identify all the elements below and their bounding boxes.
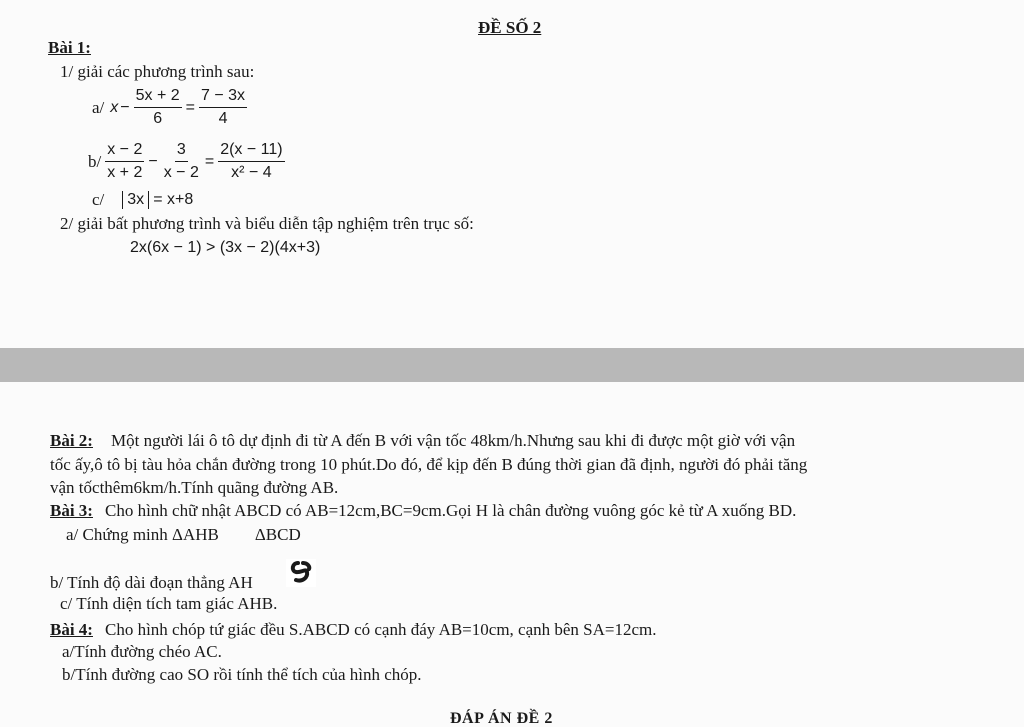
bai1-q2-intro: 2/ giải bất phương trình và biểu diễn tập nghiệm trên trục số: bbox=[60, 214, 474, 233]
fraction-denominator: 4 bbox=[218, 110, 228, 127]
bai3-a-text: a/ Chứng minh ΔAHB bbox=[66, 525, 219, 544]
fraction-numerator: x − 2 bbox=[105, 140, 144, 162]
answer-title: ĐÁP ÁN ĐỀ 2 bbox=[450, 710, 553, 727]
bai3-b: b/ Tính độ dài đoạn thẳng AH bbox=[50, 573, 253, 592]
equation-c bbox=[92, 190, 193, 210]
equation-a-label: a/ bbox=[92, 97, 105, 117]
bai3-line-1 bbox=[50, 501, 796, 521]
bai4-line-1 bbox=[50, 620, 657, 640]
bai1-q2-inequality: 2x(6x − 1) > (3x − 2)(4x+3) bbox=[130, 239, 321, 256]
bai1-q1-intro: 1/ giải các phương trình sau: bbox=[60, 62, 255, 81]
equation-b-fraction-2 bbox=[162, 140, 201, 183]
bai3-a bbox=[66, 525, 301, 545]
equation-b-minus: − bbox=[148, 152, 158, 170]
bai4-b: b/Tính đường cao SO rồi tính thể tích của hình chóp. bbox=[62, 665, 422, 684]
bai3-c: c/ Tính diện tích tam giác AHB. bbox=[60, 594, 278, 613]
equation-b bbox=[88, 140, 287, 183]
bai4-text-1: Cho hình chóp tứ giác đều S.ABCD có cạnh đáy AB=10cm, cạnh bên SA=12cm. bbox=[104, 620, 657, 639]
bai2-line-1 bbox=[50, 431, 795, 451]
bai2-heading: Bài 2: bbox=[50, 431, 93, 450]
equation-b-equals: = bbox=[204, 152, 215, 170]
equation-b-fraction-1 bbox=[105, 140, 144, 183]
equation-a-equals: = bbox=[185, 98, 195, 116]
equation-a-minus: − bbox=[120, 98, 130, 116]
bai2-line-3: vận tốcthêm6km/h.Tính quãng đường AB. bbox=[50, 478, 339, 497]
equation-a-fraction-2 bbox=[199, 86, 247, 129]
bai3-text-1: Cho hình chữ nhật ABCD có AB=12cm,BC=9cm.Gọi H là chân đường vuông góc kẻ từ A xuống BD. bbox=[104, 501, 797, 520]
bai4-a: a/Tính đường chéo AC. bbox=[62, 642, 222, 661]
equation-b-fraction-3 bbox=[218, 140, 284, 183]
fraction-numerator: 7 − 3x bbox=[199, 86, 247, 108]
equation-a bbox=[92, 86, 249, 129]
document-title: ĐỀ SỐ 2 bbox=[478, 18, 542, 37]
equation-a-x: x bbox=[110, 98, 119, 116]
fraction-numerator: 5x + 2 bbox=[134, 86, 182, 108]
bai3-a-rhs: ΔBCD bbox=[254, 525, 301, 544]
equation-c-rhs: = x+8 bbox=[153, 191, 194, 208]
bai3-heading: Bài 3: bbox=[50, 501, 93, 520]
bai2-text-1: Một người lái ô tô dự định đi từ A đến B với vận tốc 48km/h.Nhưng sau khi đi được một giờ với vận bbox=[110, 431, 796, 450]
fraction-numerator: 2(x − 11) bbox=[218, 140, 284, 162]
equation-b-label: b/ bbox=[88, 151, 102, 171]
fraction-numerator: 3 bbox=[175, 140, 188, 162]
page-gap bbox=[0, 348, 1024, 382]
bai2-line-2: tốc ấy,ô tô bị tàu hỏa chắn đường trong 10 phút.Do đó, để kịp đến B đúng thời gian đã định, người đó phải tăng bbox=[50, 455, 808, 474]
equation-a-fraction-1 bbox=[134, 86, 182, 129]
equation-c-label: c/ bbox=[92, 190, 105, 209]
fraction-denominator: 6 bbox=[153, 110, 163, 127]
bai1-heading: Bài 1: bbox=[48, 38, 91, 57]
equation-c-absolute: 3x bbox=[122, 191, 149, 209]
fraction-denominator: x − 2 bbox=[163, 164, 199, 181]
bai4-heading: Bài 4: bbox=[50, 620, 93, 639]
overlay-logo-icon bbox=[286, 559, 316, 587]
fraction-denominator: x + 2 bbox=[107, 164, 143, 181]
fraction-denominator: x² − 4 bbox=[231, 164, 272, 181]
